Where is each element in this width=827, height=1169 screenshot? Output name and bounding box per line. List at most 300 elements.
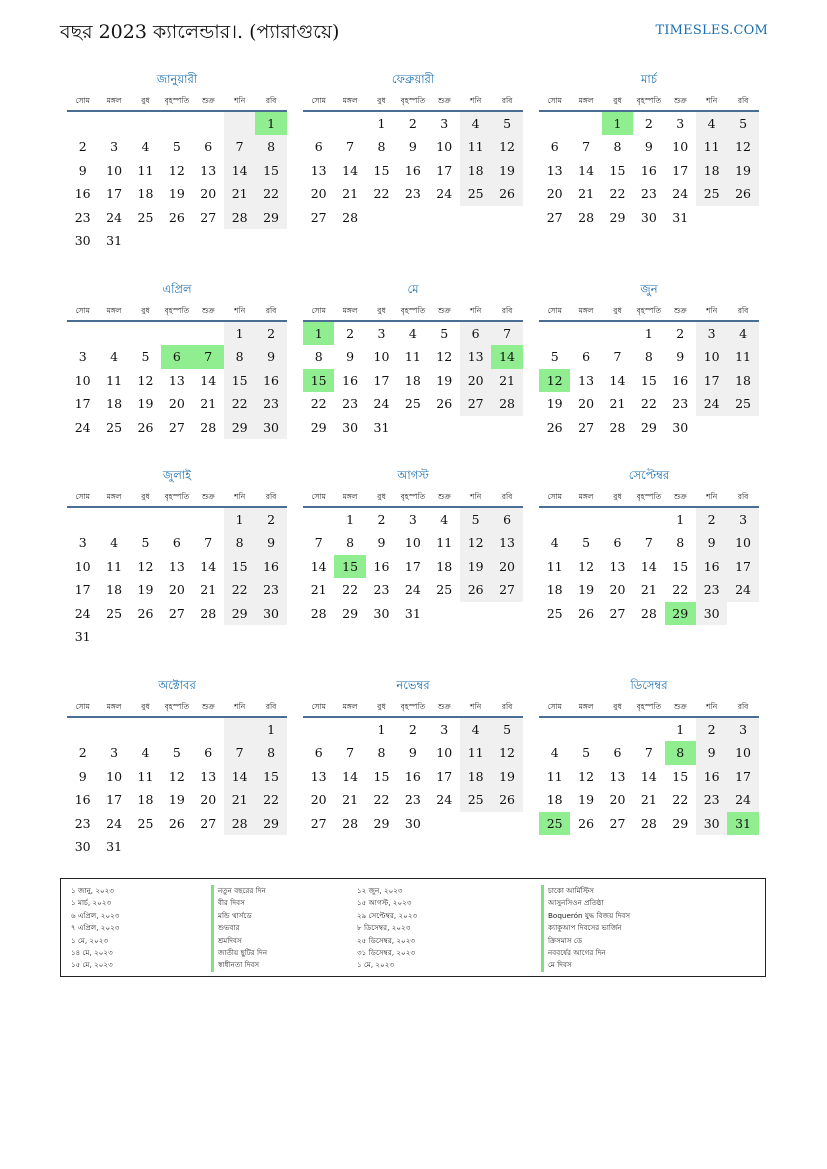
day-cell: 21 [200, 582, 217, 598]
day-cell: 18 [106, 582, 123, 598]
day-cell: 5 [550, 349, 559, 365]
week-row [67, 229, 287, 252]
day-cell: 25 [404, 396, 421, 412]
day-cell: 7 [224, 741, 255, 764]
day-cell: 1 [676, 722, 685, 737]
day-cell: 11 [727, 345, 758, 368]
day-cell: 18 [137, 792, 154, 808]
week-row [539, 159, 759, 182]
weekday-label: শনি [706, 306, 718, 315]
month-calendar [303, 676, 523, 835]
holiday-date: ৮ ডিসেম্বর, ২০২৩ [357, 923, 411, 933]
day-cell: 10 [696, 345, 727, 368]
day-cell: 7 [314, 535, 323, 551]
day-cell: 19 [137, 396, 154, 412]
weekday-label: শুক্র [673, 702, 687, 711]
empty-day-cell [255, 625, 286, 648]
day-cell: 21 [640, 582, 657, 598]
day-cell: 19 [578, 792, 595, 808]
holiday-date: ২৫ ডিসেম্বর, ২০২৩ [357, 935, 416, 945]
week-row [303, 159, 523, 182]
weekday-label: বুধ [141, 702, 150, 711]
day-cell: 21 [200, 396, 217, 412]
empty-day-cell [539, 112, 570, 135]
weekday-label: শনি [470, 702, 482, 711]
week-row [303, 135, 523, 158]
day-cell: 12 [539, 369, 570, 392]
day-cell: 14 [640, 768, 657, 784]
day-cell: 31 [373, 419, 390, 435]
day-cell: 20 [200, 792, 217, 808]
weekday-header [539, 298, 759, 322]
empty-day-cell [98, 625, 129, 648]
weekday-header [303, 298, 523, 322]
day-cell: 17 [74, 582, 91, 598]
weekday-label: মঙ্গল [578, 306, 594, 315]
day-cell: 28 [200, 605, 217, 621]
day-cell: 9 [255, 345, 286, 368]
weekday-label: মঙ্গল [342, 96, 358, 105]
empty-day-cell [491, 206, 522, 229]
day-cell: 10 [74, 372, 91, 388]
day-cell: 21 [342, 186, 359, 202]
day-cell: 14 [224, 159, 255, 182]
day-cell: 11 [404, 349, 421, 365]
month-calendar [67, 676, 287, 858]
month-calendar [67, 280, 287, 439]
empty-day-cell [397, 416, 428, 439]
empty-day-cell [193, 322, 224, 345]
weekday-label: শুক্র [673, 306, 687, 315]
day-cell: 26 [727, 182, 758, 205]
day-cell: 17 [696, 369, 727, 392]
week-row [303, 531, 523, 554]
day-cell: 8 [224, 345, 255, 368]
day-cell: 2 [696, 508, 727, 531]
day-cell: 2 [408, 722, 417, 737]
month-name: সেপ্টেম্বর [628, 468, 670, 482]
day-cell: 12 [491, 135, 522, 158]
empty-day-cell [98, 508, 129, 531]
day-cell: 5 [491, 718, 522, 741]
day-cell: 1 [303, 322, 334, 345]
day-cell: 13 [310, 768, 327, 784]
day-cell: 6 [550, 139, 559, 155]
empty-day-cell [130, 718, 161, 741]
day-cell: 23 [696, 788, 727, 811]
day-cell: 6 [582, 349, 591, 365]
day-cell: 22 [310, 396, 327, 412]
weekday-label: শনি [234, 702, 246, 711]
day-cell: 6 [314, 139, 323, 155]
day-cell: 21 [342, 792, 359, 808]
week-row [303, 812, 523, 835]
day-cell: 24 [373, 396, 390, 412]
day-cell: 19 [168, 186, 185, 202]
week-row [67, 531, 287, 554]
day-cell: 9 [377, 535, 386, 551]
day-cell: 26 [137, 605, 154, 621]
day-cell: 28 [310, 605, 327, 621]
week-row [67, 508, 287, 531]
day-cell: 23 [373, 582, 390, 598]
day-cell: 3 [78, 535, 87, 551]
day-cell: 5 [491, 112, 522, 135]
day-cell: 21 [224, 182, 255, 205]
day-cell: 18 [696, 159, 727, 182]
weekday-label: মঙ্গল [342, 306, 358, 315]
day-cell: 18 [404, 372, 421, 388]
day-cell: 8 [644, 349, 653, 365]
week-row [303, 508, 523, 531]
day-cell: 23 [74, 815, 91, 831]
day-cell: 11 [546, 768, 563, 784]
weekday-label: রবি [737, 702, 749, 711]
day-cell: 30 [640, 209, 657, 225]
weekday-label: বৃহস্পতি [164, 492, 190, 501]
day-cell: 3 [696, 322, 727, 345]
day-cell: 2 [676, 326, 685, 341]
week-row [303, 182, 523, 205]
holiday-name: ক্যাকুআপ দিবসের ভার্জিন [541, 922, 630, 934]
empty-day-cell [193, 625, 224, 648]
weekday-label: শুক্র [201, 492, 215, 501]
day-cell: 2 [78, 745, 87, 761]
day-cell: 20 [310, 186, 327, 202]
empty-day-cell [539, 508, 570, 531]
day-cell: 23 [640, 186, 657, 202]
day-cell: 31 [106, 232, 123, 248]
weekday-label: বৃহস্পতি [400, 492, 426, 501]
day-cell: 8 [377, 139, 386, 155]
day-cell: 8 [613, 139, 622, 155]
day-cell: 30 [404, 815, 421, 831]
weekday-label: শুক্র [437, 306, 451, 315]
empty-day-cell [224, 229, 255, 252]
day-cell: 22 [255, 788, 286, 811]
empty-day-cell [255, 835, 286, 858]
holiday-names-column [541, 885, 630, 972]
empty-day-cell [130, 112, 161, 135]
day-cell: 9 [676, 349, 685, 365]
day-cell: 12 [491, 741, 522, 764]
day-cell: 7 [204, 535, 213, 551]
week-row [303, 345, 523, 368]
weekday-label: শনি [706, 96, 718, 105]
day-cell: 28 [342, 209, 359, 225]
day-cell: 1 [224, 322, 255, 345]
weekday-header [67, 484, 287, 508]
day-cell: 25 [137, 209, 154, 225]
day-cell: 6 [491, 508, 522, 531]
day-cell: 14 [224, 765, 255, 788]
day-cell: 30 [696, 812, 727, 835]
holiday-date: ৬ এপ্রিল, ২০২৩ [71, 910, 120, 920]
day-cell: 20 [491, 555, 522, 578]
day-cell: 20 [460, 369, 491, 392]
day-cell: 16 [342, 372, 359, 388]
day-cell: 17 [404, 558, 421, 574]
day-cell: 15 [373, 162, 390, 178]
day-cell: 6 [314, 745, 323, 761]
month-name: এপ্রিল [162, 282, 192, 296]
empty-day-cell [602, 718, 633, 741]
day-cell: 3 [78, 349, 87, 365]
month-calendar [303, 280, 523, 439]
day-cell: 3 [727, 508, 758, 531]
day-cell: 26 [578, 605, 595, 621]
month-calendar [303, 70, 523, 229]
empty-day-cell [303, 508, 334, 531]
day-cell: 27 [200, 209, 217, 225]
day-cell: 18 [436, 558, 453, 574]
empty-day-cell [727, 602, 758, 625]
holiday-dates-column [357, 885, 417, 972]
day-cell: 13 [200, 768, 217, 784]
weekday-label: মঙ্গল [106, 702, 122, 711]
site-link[interactable]: TIMESLES.COM [655, 23, 768, 38]
empty-day-cell [602, 508, 633, 531]
weekday-label: সোম [547, 702, 562, 711]
day-cell: 8 [377, 745, 386, 761]
day-cell: 11 [137, 162, 154, 178]
weekday-label: সোম [311, 306, 326, 315]
day-cell: 4 [110, 535, 119, 551]
day-cell: 5 [172, 139, 181, 155]
week-row [539, 345, 759, 368]
day-cell: 28 [640, 815, 657, 831]
day-cell: 20 [546, 186, 563, 202]
day-cell: 22 [609, 186, 626, 202]
day-cell: 28 [491, 392, 522, 415]
empty-day-cell [602, 322, 633, 345]
day-cell: 14 [609, 372, 626, 388]
empty-day-cell [98, 718, 129, 741]
day-cell: 29 [342, 605, 359, 621]
weekday-label: বুধ [613, 492, 622, 501]
day-cell: 22 [255, 182, 286, 205]
day-cell: 30 [255, 416, 286, 439]
day-cell: 12 [727, 135, 758, 158]
day-cell: 23 [404, 186, 421, 202]
empty-day-cell [130, 322, 161, 345]
day-cell: 27 [460, 392, 491, 415]
weekday-label: বুধ [377, 96, 386, 105]
weekday-label: রবি [737, 492, 749, 501]
day-cell: 14 [578, 162, 595, 178]
weekday-label: রবি [265, 492, 277, 501]
day-cell: 19 [578, 582, 595, 598]
weekday-header [539, 694, 759, 718]
day-cell: 18 [727, 369, 758, 392]
day-cell: 19 [460, 555, 491, 578]
weekday-label: শনি [234, 96, 246, 105]
day-cell: 3 [727, 718, 758, 741]
day-cell: 9 [408, 745, 417, 761]
empty-day-cell [224, 835, 255, 858]
day-cell: 16 [404, 768, 421, 784]
weekday-label: রবি [501, 306, 513, 315]
day-cell: 16 [404, 162, 421, 178]
week-row [303, 718, 523, 741]
day-cell: 1 [255, 112, 286, 135]
weekday-label: বৃহস্পতি [636, 306, 662, 315]
day-cell: 15 [303, 369, 334, 392]
weekday-label: বৃহস্পতি [636, 492, 662, 501]
day-cell: 19 [168, 792, 185, 808]
weekday-label: মঙ্গল [578, 492, 594, 501]
weekday-label: বুধ [141, 306, 150, 315]
holiday-name: Boquerón যুদ্ধ বিজয় দিবস [541, 910, 630, 922]
day-cell: 20 [168, 582, 185, 598]
day-cell: 3 [676, 116, 685, 131]
day-cell: 31 [74, 628, 91, 644]
day-cell: 15 [373, 768, 390, 784]
holiday-name: নতুন বছরের দিন [211, 885, 267, 897]
day-cell: 27 [609, 815, 626, 831]
empty-day-cell [460, 416, 491, 439]
week-row [67, 788, 287, 811]
empty-day-cell [366, 206, 397, 229]
week-row [67, 741, 287, 764]
empty-day-cell [727, 206, 758, 229]
weekday-header [303, 88, 523, 112]
day-cell: 23 [342, 396, 359, 412]
day-cell: 25 [546, 605, 563, 621]
day-cell: 1 [644, 326, 653, 341]
day-cell: 12 [460, 531, 491, 554]
day-cell: 20 [609, 792, 626, 808]
day-cell: 28 [200, 419, 217, 435]
weekday-label: বুধ [377, 306, 386, 315]
empty-day-cell [193, 835, 224, 858]
week-row [67, 555, 287, 578]
weekday-label: সোম [75, 492, 90, 501]
month-name: আগস্ট [397, 468, 429, 482]
day-cell: 10 [373, 349, 390, 365]
day-cell: 2 [78, 139, 87, 155]
weekday-label: মঙ্গল [578, 702, 594, 711]
weekday-label: মঙ্গল [106, 96, 122, 105]
empty-day-cell [491, 602, 522, 625]
weekday-header [67, 88, 287, 112]
empty-day-cell [539, 718, 570, 741]
empty-day-cell [130, 835, 161, 858]
empty-day-cell [161, 322, 192, 345]
week-row [539, 392, 759, 415]
day-cell: 3 [377, 326, 386, 341]
month-name: জুলাই [162, 468, 192, 482]
empty-day-cell [696, 416, 727, 439]
empty-day-cell [67, 322, 98, 345]
weekday-label: বৃহস্পতি [636, 702, 662, 711]
day-cell: 21 [578, 186, 595, 202]
day-cell: 9 [78, 162, 87, 178]
day-cell: 7 [582, 139, 591, 155]
day-cell: 16 [696, 765, 727, 788]
day-cell: 11 [137, 768, 154, 784]
empty-day-cell [98, 112, 129, 135]
week-row [539, 182, 759, 205]
day-cell: 17 [106, 792, 123, 808]
day-cell: 16 [255, 555, 286, 578]
day-cell: 21 [609, 396, 626, 412]
weekday-label: বুধ [377, 702, 386, 711]
day-cell: 27 [609, 605, 626, 621]
holiday-list [60, 878, 766, 977]
day-cell: 30 [74, 838, 91, 854]
holiday-name: ক্রিসমাস ডে [541, 935, 630, 947]
day-cell: 7 [224, 135, 255, 158]
day-cell: 2 [346, 326, 355, 341]
empty-day-cell [303, 718, 334, 741]
week-row [67, 182, 287, 205]
day-cell: 4 [141, 745, 150, 761]
day-cell: 8 [676, 535, 685, 551]
day-cell: 24 [696, 392, 727, 415]
day-cell: 1 [377, 116, 386, 131]
day-cell: 18 [546, 792, 563, 808]
day-cell: 5 [727, 112, 758, 135]
week-row [303, 555, 523, 578]
holiday-name: মন্ডি থার্সডে [211, 910, 267, 922]
day-cell: 10 [672, 139, 689, 155]
weekday-label: রবি [501, 702, 513, 711]
empty-day-cell [727, 416, 758, 439]
day-cell: 9 [408, 139, 417, 155]
day-cell: 28 [224, 812, 255, 835]
holiday-name: আসুনসিওন প্রতিষ্ঠা [541, 897, 630, 909]
day-cell: 29 [255, 812, 286, 835]
weekday-label: সোম [311, 492, 326, 501]
day-cell: 24 [74, 605, 91, 621]
day-cell: 8 [255, 741, 286, 764]
weekday-label: রবি [265, 306, 277, 315]
holiday-name: নববর্ষের আগের দিন [541, 947, 630, 959]
day-cell: 27 [200, 815, 217, 831]
day-cell: 13 [310, 162, 327, 178]
day-cell: 11 [106, 372, 123, 388]
day-cell: 8 [346, 535, 355, 551]
day-cell: 5 [141, 535, 150, 551]
day-cell: 11 [696, 135, 727, 158]
day-cell: 3 [440, 722, 449, 737]
empty-day-cell [98, 322, 129, 345]
day-cell: 1 [676, 512, 685, 527]
day-cell: 3 [408, 512, 417, 527]
day-cell: 28 [609, 419, 626, 435]
empty-day-cell [193, 112, 224, 135]
week-row [539, 741, 759, 764]
weekday-label: বৃহস্পতি [164, 702, 190, 711]
empty-day-cell [193, 229, 224, 252]
day-cell: 18 [137, 186, 154, 202]
month-name: জুন [640, 282, 658, 296]
empty-day-cell [224, 112, 255, 135]
day-cell: 19 [546, 396, 563, 412]
week-row [539, 531, 759, 554]
empty-day-cell [429, 416, 460, 439]
week-row [67, 812, 287, 835]
week-row [67, 206, 287, 229]
day-cell: 28 [224, 206, 255, 229]
day-cell: 22 [672, 582, 689, 598]
day-cell: 17 [106, 186, 123, 202]
day-cell: 16 [672, 372, 689, 388]
day-cell: 16 [255, 369, 286, 392]
day-cell: 4 [110, 349, 119, 365]
empty-day-cell [334, 718, 365, 741]
